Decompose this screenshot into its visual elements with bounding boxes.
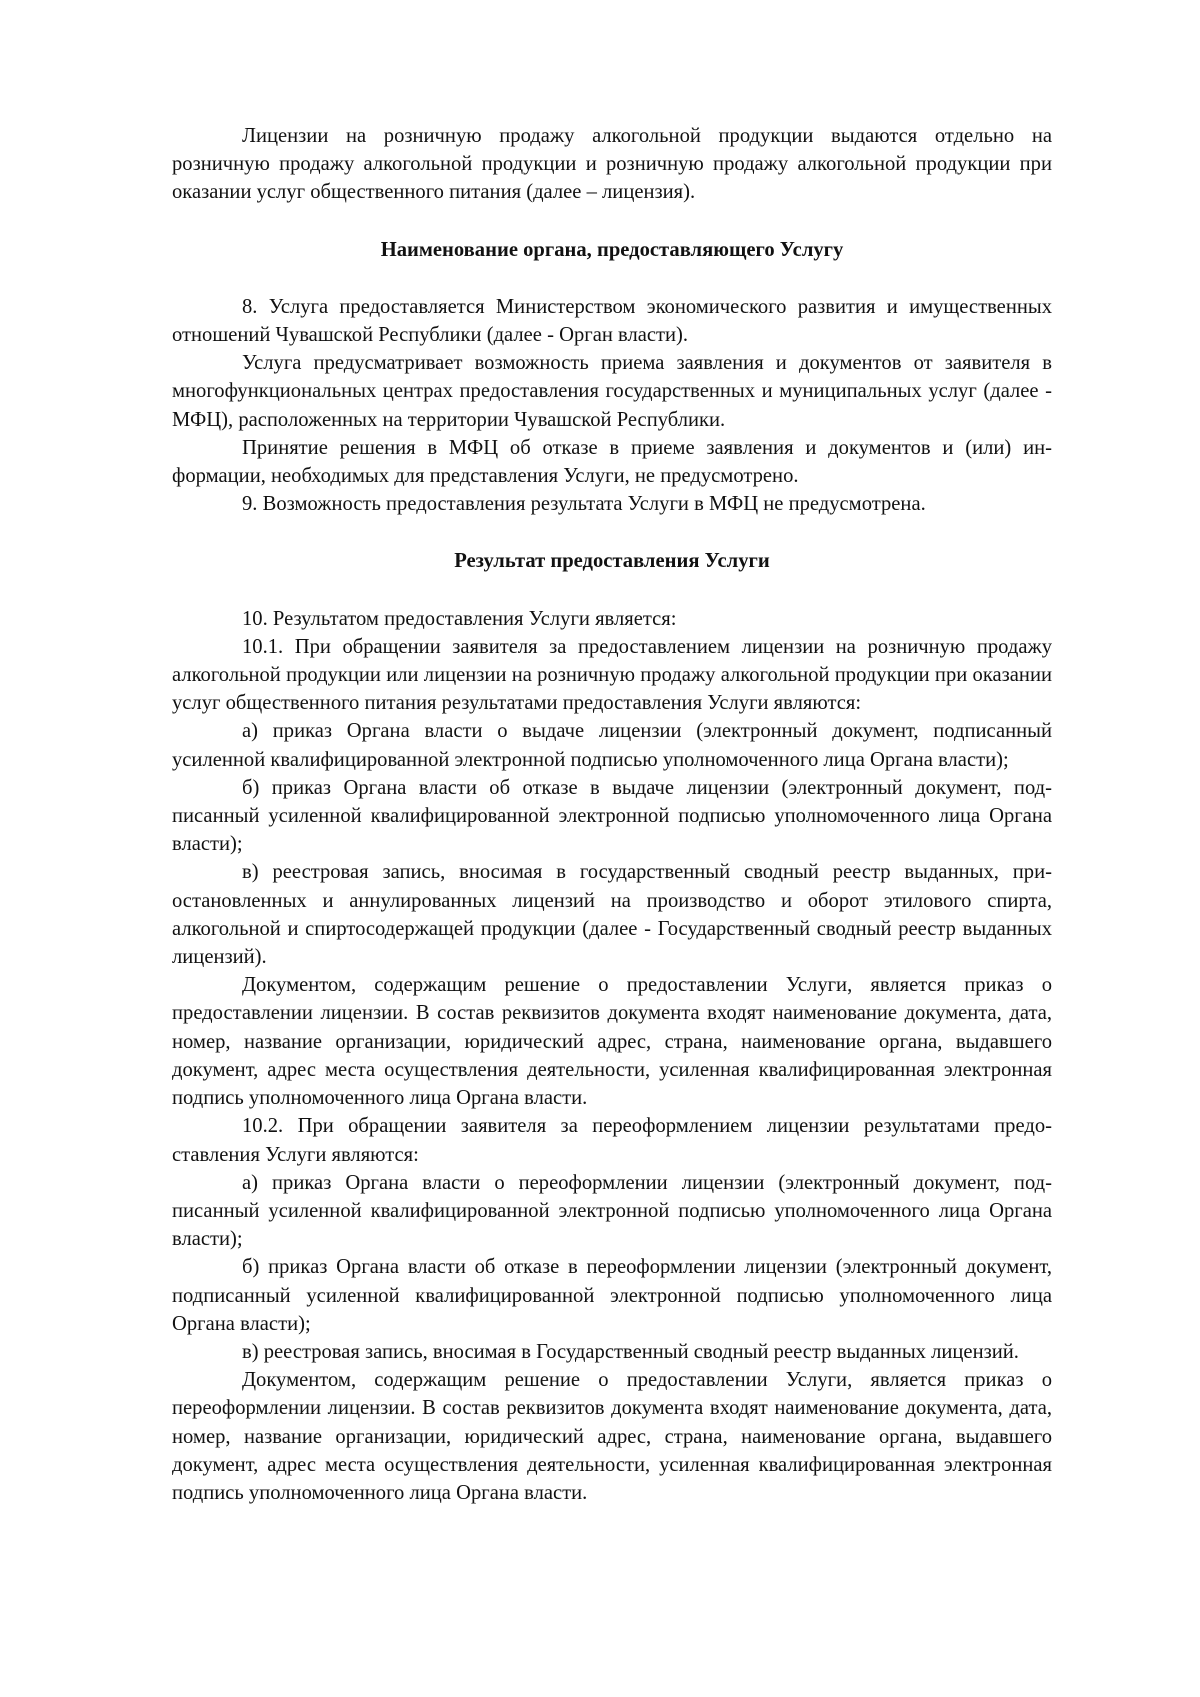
paragraph-10-1-a: а) приказ Органа власти о выдаче лицензии (электронный документ, подписанный усиленной квалифицированной электронной подписью уполномоченного лица Органа власти); bbox=[172, 720, 1052, 771]
intro-paragraph: Лицензии на розничную продажу алкогольной продукции выдаются отдельно на розничную продажу алкогольной продукции и розничную продажу алкогольной продукции при оказании услуг общественного питания (далее – лицензия). bbox=[172, 125, 1052, 204]
section-heading-authority: Наименование органа, предоставляющего Услугу bbox=[380, 238, 844, 261]
paragraph-mfc-reception: Услуга предусматривает возможность приема заявления и документов от заявителя в многофункциональных центрах предоставления государственных и муниципальных услуг (далее - МФЦ), расположенных на территории Чувашской Республики. bbox=[172, 352, 1052, 431]
paragraph-mfc-refusal: Принятие решения в МФЦ об отказе в приеме заявления и документов и (или) информации, необходимых для представления Услуги, не предусмотрено. bbox=[172, 436, 1052, 488]
section-heading-result: Результат предоставления Услуги bbox=[454, 550, 770, 573]
paragraph-10-2-a: а) приказ Органа власти о переоформлении лицензии (электронный документ, подписанный усиленной квалифицированной электронной подписью уполномоченного лица Органа власти); bbox=[172, 1171, 1052, 1251]
paragraph-10: 10. Результатом предоставления Услуги является: bbox=[242, 607, 677, 630]
paragraph-10-1-v: в) реестровая запись, вносимая в государственный сводный реестр выданных, приостановленных и аннулированных лицензий на производство и оборот этилового спирта, алкогольной и спиртосодержащей продукции (далее - Государственный сводный реестр выданных лицензий). bbox=[172, 861, 1052, 969]
document-page bbox=[172, 122, 1052, 1507]
paragraph-10-1-b: б) приказ Органа власти об отказе в выдаче лицензии (электронный документ, подписанный усиленной квалифицированной электронной подписью уполномоченного лица Органа власти); bbox=[172, 776, 1052, 856]
paragraph-10-2-b: б) приказ Органа власти об отказе в переоформлении лицензии (электронный документ, подписанный усиленной квалифицированной электронной подписью уполномоченного лица Органа власти); bbox=[172, 1256, 1052, 1335]
paragraph-8: 8. Услуга предоставляется Министерством экономического развития и имущественных отношений Чувашской Республики (далее - Орган власти). bbox=[172, 295, 1052, 347]
paragraph-10-1: 10.1. При обращении заявителя за предоставлением лицензии на розничную продажу алкогольной продукции или лицензии на розничную продажу алкогольной продукции при оказании услуг общественного питания результатами предоставления Услуги являются: bbox=[172, 635, 1052, 715]
paragraph-decision-document-2: Документом, содержащим решение о предоставлении Услуги, является приказ о переоформлении лицензии. В состав реквизитов документа входят наименование документа, дата, номер, название организации, юридический адрес, страна, наименование органа, выдавшего документ, адрес места осуществления деятельности, усиленная квалифицированная электронная подпись уполномоченного лица Органа власти. bbox=[172, 1369, 1052, 1504]
paragraph-9: 9. Возможность предоставления результата Услуги в МФЦ не предусмотрена. bbox=[242, 493, 926, 516]
paragraph-decision-document-1: Документом, содержащим решение о предоставлении Услуги, является приказ о предоставлении лицензии. В состав реквизитов документа входят наименование документа, дата, номер, название организации, юридический адрес, страна, наименование органа, выдавшего документ, адрес места осуществления деятельности, усиленная квалифицированная электронная подпись уполномоченного лица Органа власти. bbox=[172, 974, 1052, 1110]
paragraph-10-2-v: в) реестровая запись, вносимая в Государственный сводный реестр выданных лицензий. bbox=[242, 1340, 1019, 1363]
paragraph-10-2: 10.2. При обращении заявителя за переоформлением лицензии результатами предоставления Услуги являются: bbox=[172, 1115, 1052, 1166]
